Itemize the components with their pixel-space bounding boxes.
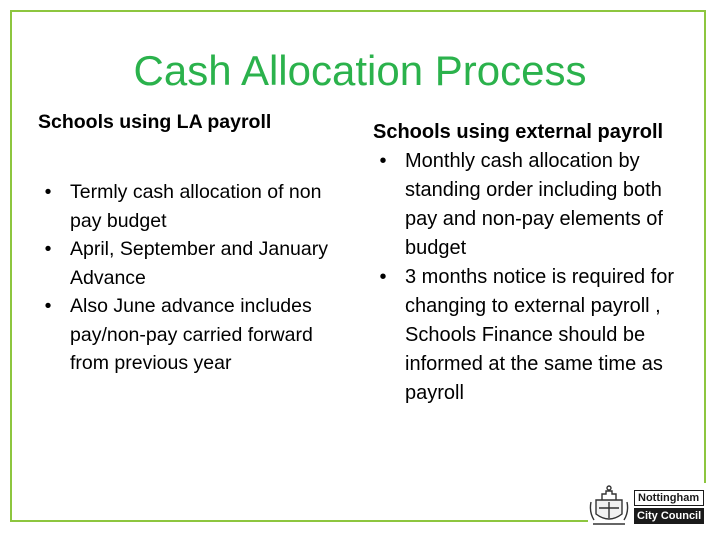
- logo-line-city-council: City Council: [634, 508, 704, 524]
- logo-line-nottingham: Nottingham: [634, 490, 704, 506]
- slide-title: Cash Allocation Process: [133, 47, 587, 94]
- list-item: [38, 292, 353, 378]
- left-column-heading: Schools using LA payroll: [38, 111, 272, 133]
- right-column: [373, 108, 693, 408]
- left-bullet-list: [38, 178, 353, 378]
- list-item: [38, 235, 353, 292]
- city-crest-icon: [588, 484, 630, 530]
- bullet-icon: •: [379, 266, 387, 288]
- list-item: [373, 263, 693, 408]
- logo-wordmark: [634, 490, 704, 524]
- nottingham-city-council-logo: [588, 483, 706, 531]
- list-item: [373, 147, 693, 263]
- list-item-text: Also June advance includes pay/non-pay carried forward from previous year: [70, 295, 313, 374]
- list-item-text: April, September and January Advance: [70, 238, 328, 289]
- right-column-heading: Schools using external payroll: [373, 121, 664, 143]
- left-column: [38, 108, 353, 378]
- list-item: [38, 178, 353, 235]
- bullet-icon: •: [379, 150, 387, 172]
- list-item-text: Termly cash allocation of non pay budget: [70, 181, 322, 232]
- list-item-text: 3 months notice is required for changing to external payroll , Schools Finance should be informed at the same time as payroll: [405, 266, 675, 404]
- list-item-text: Monthly cash allocation by standing order including both pay and non-pay elements of budget: [405, 150, 663, 259]
- bullet-icon: •: [44, 295, 52, 317]
- right-bullet-list: [373, 147, 693, 408]
- bullet-icon: •: [44, 238, 52, 260]
- bullet-icon: •: [44, 181, 52, 203]
